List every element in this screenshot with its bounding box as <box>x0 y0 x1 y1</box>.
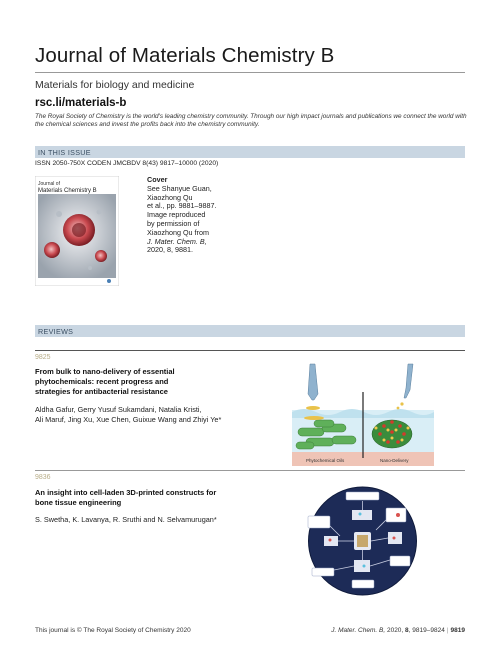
rsc-blurb: The Royal Society of Chemistry is the world's leading chemistry community. Through our high impact journals and publications we connect the world with the chemical sciences and invest the profits back into the chemistry community. <box>35 113 467 129</box>
journal-url-link[interactable]: rsc.li/materials-b <box>35 97 127 109</box>
cover-caption <box>147 176 227 255</box>
in-this-issue-label: IN THIS ISSUE <box>38 147 91 157</box>
footer-year: 2020, <box>385 627 406 634</box>
graphic-label-left: Phytochemical Oils <box>306 458 345 463</box>
issn-line: ISSN 2050-750X CODEN JMCBDV 8(43) 9817–10000 (2020) <box>35 160 219 167</box>
cover-caption-line: 2020, 8, 9881. <box>147 245 193 255</box>
graphic-label-right: Nano-Delivery <box>380 458 409 463</box>
article-authors-line: S. Swetha, K. Lavanya, R. Sruthi and N. Selvamurugan* <box>35 515 217 524</box>
article-title[interactable] <box>35 488 275 508</box>
footer-copyright: This journal is © The Royal Society of Chemistry 2020 <box>35 627 191 634</box>
reviews-label: REVIEWS <box>38 326 74 336</box>
article-authors-line: Aldha Gafur, Gerry Yusuf Sukamdani, Natalia Kristi, <box>35 405 202 414</box>
footer-journal: J. Mater. Chem. B, <box>331 627 386 634</box>
article-graphic-nano-delivery <box>292 362 434 466</box>
cover-caption-line: Image reproduced <box>147 210 206 220</box>
cover-caption-line: Xiaozhong Qu from <box>147 227 209 237</box>
cover-caption-line: Xiaozhong Qu <box>147 192 193 202</box>
footer-pages: , 9819–9824 <box>408 627 445 634</box>
article-authors <box>35 405 270 425</box>
article-title-line: strategies for antibacterial resistance <box>35 387 168 396</box>
cover-thumb-title-1: Journal of <box>38 181 60 187</box>
footer-page-number: 9819 <box>450 627 465 634</box>
cover-image[interactable] <box>35 176 119 286</box>
article-page-number: 9825 <box>35 354 51 361</box>
article-divider <box>35 470 465 471</box>
cover-caption-line: by permission of <box>147 218 200 228</box>
article-title[interactable] <box>35 367 225 397</box>
article-authors <box>35 515 270 525</box>
article-page-number: 9836 <box>35 474 51 481</box>
in-this-issue-bar <box>35 146 465 158</box>
journal-subtitle: Materials for biology and medicine <box>35 79 195 91</box>
article-authors-line: Ali Maruf, Jing Xu, Xue Chen, Guixue Wang and Zhiyi Ye* <box>35 415 222 424</box>
cover-thumb-title-2: Materials Chemistry B <box>38 188 97 194</box>
article-title-line: From bulk to nano-delivery of essential <box>35 367 175 376</box>
cover-heading: Cover <box>147 175 168 184</box>
cover-caption-line: et al., pp. 9881–9887. <box>147 201 217 211</box>
journal-title: Journal of Materials Chemistry B <box>35 44 335 67</box>
article-graphic-bone-tissue <box>300 486 425 596</box>
title-divider <box>35 72 465 73</box>
article-title-line: bone tissue engineering <box>35 498 122 507</box>
reviews-bar <box>35 325 465 337</box>
cover-caption-line: See Shanyue Guan, <box>147 183 212 193</box>
article-divider <box>35 350 465 351</box>
footer-volume: 8 <box>405 627 409 634</box>
cover-caption-line: J. Mater. Chem. B, <box>147 236 207 246</box>
footer-citation <box>331 627 465 634</box>
article-title-line: An insight into cell-laden 3D-printed constructs for <box>35 488 217 497</box>
footer-separator: | <box>446 627 449 634</box>
article-title-line: phytochemicals: recent progress and <box>35 377 169 386</box>
